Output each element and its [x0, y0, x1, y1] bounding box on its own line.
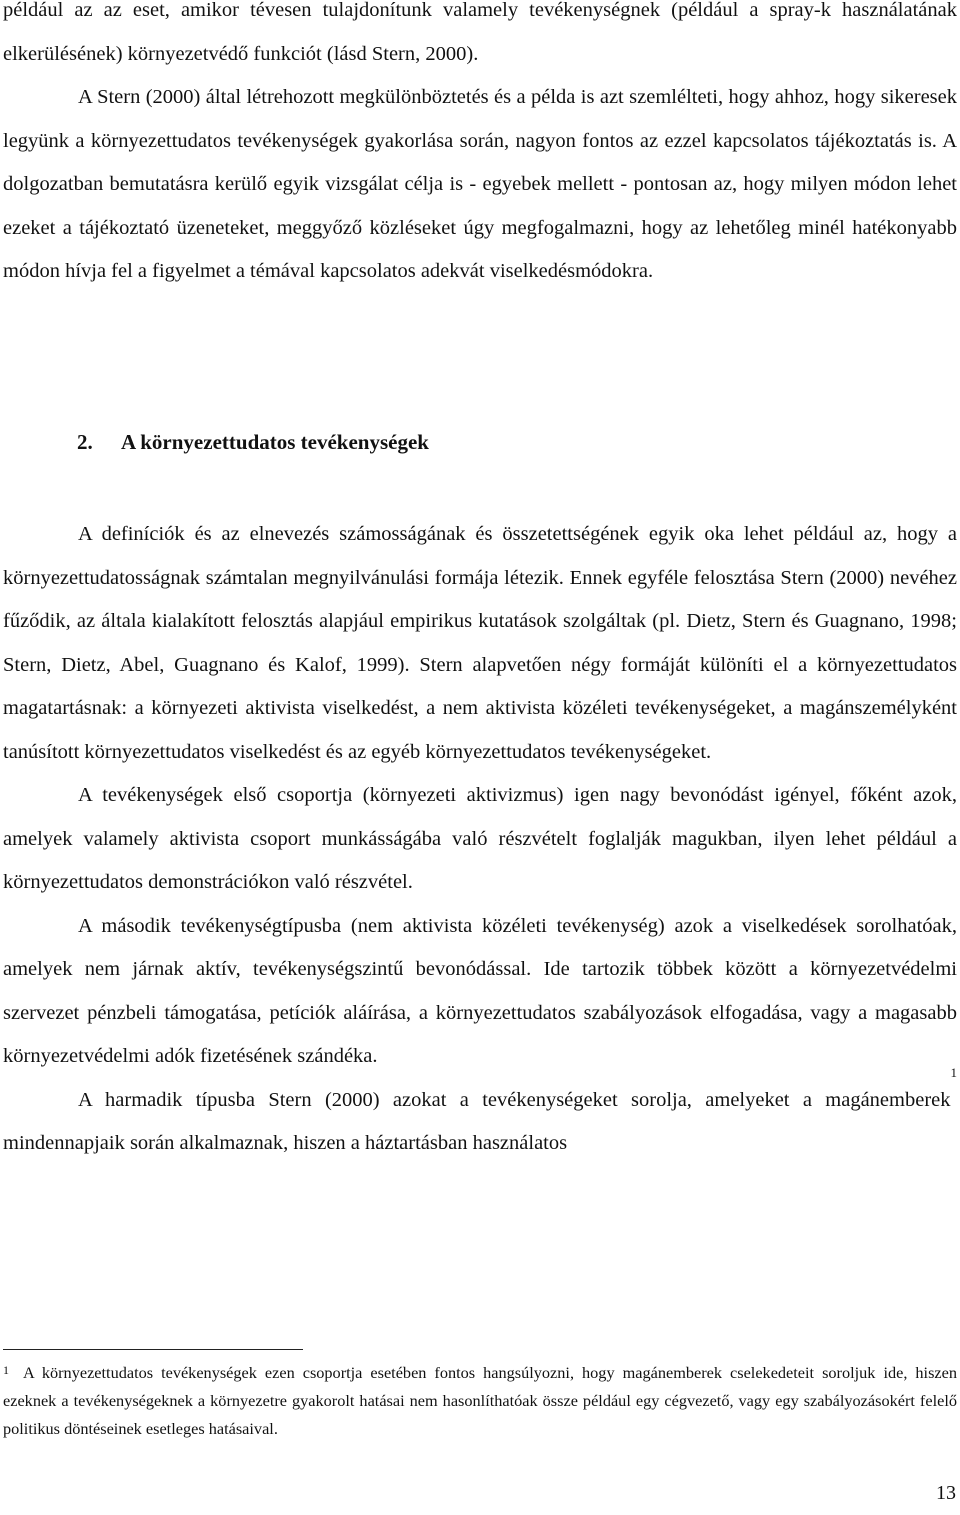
paragraph-private-sphere — [3, 1064, 957, 1166]
paragraph-definitions: A definíciók és az elnevezés számosságának és összetettségének egyik oka lehet például az, hogy a környezettudatosságnak számtalan megnyilvánulási formája létezik. Ennek egyféle felosztása Stern (2000) nevéhez fűződik, az általa kialakított felosztás alapjául empirikus kutatások szolgáltak (pl. Dietz, Stern és Guagnano, 1998; Stern, Dietz, Abel, Guagnano és Kalof, 1999). Stern alapvetően négy formáját különíti el a környezettudatos magatartásnak: a környezeti aktivista viselkedést, a nem aktivista közéleti tevékenységeket, a magánszemélyként tanúsított környezettudatos viselkedést és az egyéb környezettudatos tevékenységeket. — [3, 523, 957, 763]
paragraph-private-sphere-text-cont: mindennapjaik során alkalmaznak, hiszen a háztartásban használatos — [3, 1132, 568, 1154]
footnote-divider — [3, 1349, 303, 1350]
paragraph-stern-distinction: A Stern (2000) által létrehozott megkülönböztetés és a példa is azt szemlélteti, hogy ahhoz, hogy sikeresek legyünk a környezettudatos tevékenységek gyakorlása során, nagyon fontos az ezzel kapcsolatos tájékoztatás is. A dolgozatban bemutatásra kerülő egyik vizsgálat célja is - egyebek mellett - pontosan az, hogy milyen módon lehet ezeket a tájékoztató üzeneteket, meggyőző közléseket úgy megfogalmazni, hogy az lehetőleg minél hatékonyabb módon hívja fel a figyelmet a témával kapcsolatos adekvát viselkedésmódokra. — [3, 86, 957, 282]
page-number: 13 — [936, 1482, 956, 1504]
paragraph-non-activist: A második tevékenységtípusba (nem aktivista közéleti tevékenység) azok a viselkedések sorolhatóak, amelyek nem járnak aktív, tevékenységszintű bevonódással. Ide tartozik többek között a környezetvédelmi szervezet pénzbeli támogatása, petíciók aláírása, a környezettudatos szabályozások elfogadása, vagy a magasabb környezetvédelmi adók fizetésének szándéka. — [3, 914, 957, 1067]
section-heading — [77, 430, 429, 455]
intro-text-block — [3, 0, 957, 294]
paragraph-private-sphere-text: A harmadik típusba Stern (2000) azokat a tevékenységeket sorolja, amelyeket a magánemberek — [78, 1088, 951, 1111]
paragraph-continuation: például az az eset, amikor tévesen tulajdonítunk valamely tevékenységnek (például a spray-k használatának elkerülésének) környezetvédő funkciót (lásd Stern, 2000). — [3, 0, 957, 65]
section-body — [3, 513, 957, 1166]
paragraph-activism: A tevékenységek első csoportja (környezeti aktivizmus) igen nagy bevonódást igényel, főként azok, amelyek valamely aktivista csoport munkásságába való részvételt foglalják magukban, ilyen lehet például a környezettudatos demonstrációkon való részvétel. — [3, 784, 957, 893]
footnote-text: A környezettudatos tevékenységek ezen csoportja esetében fontos hangsúlyozni, hogy magánemberek cselekedeteit soroljuk ide, hiszen ezeknek a tevékenységeknek a környezetre gyakorolt hatásai nem hasonlíthatóak össze például egy cégvezető, vagy egy szabályozásokért felelő politikus döntéseinek esetleges hatásaival. — [3, 1363, 957, 1438]
section-number: 2. — [77, 430, 93, 454]
footnote — [3, 1359, 957, 1443]
footnote-mark: 1 — [3, 1363, 9, 1377]
footnote-reference[interactable]: 1 — [950, 1064, 957, 1080]
section-title: A környezettudatos tevékenységek — [121, 430, 429, 454]
